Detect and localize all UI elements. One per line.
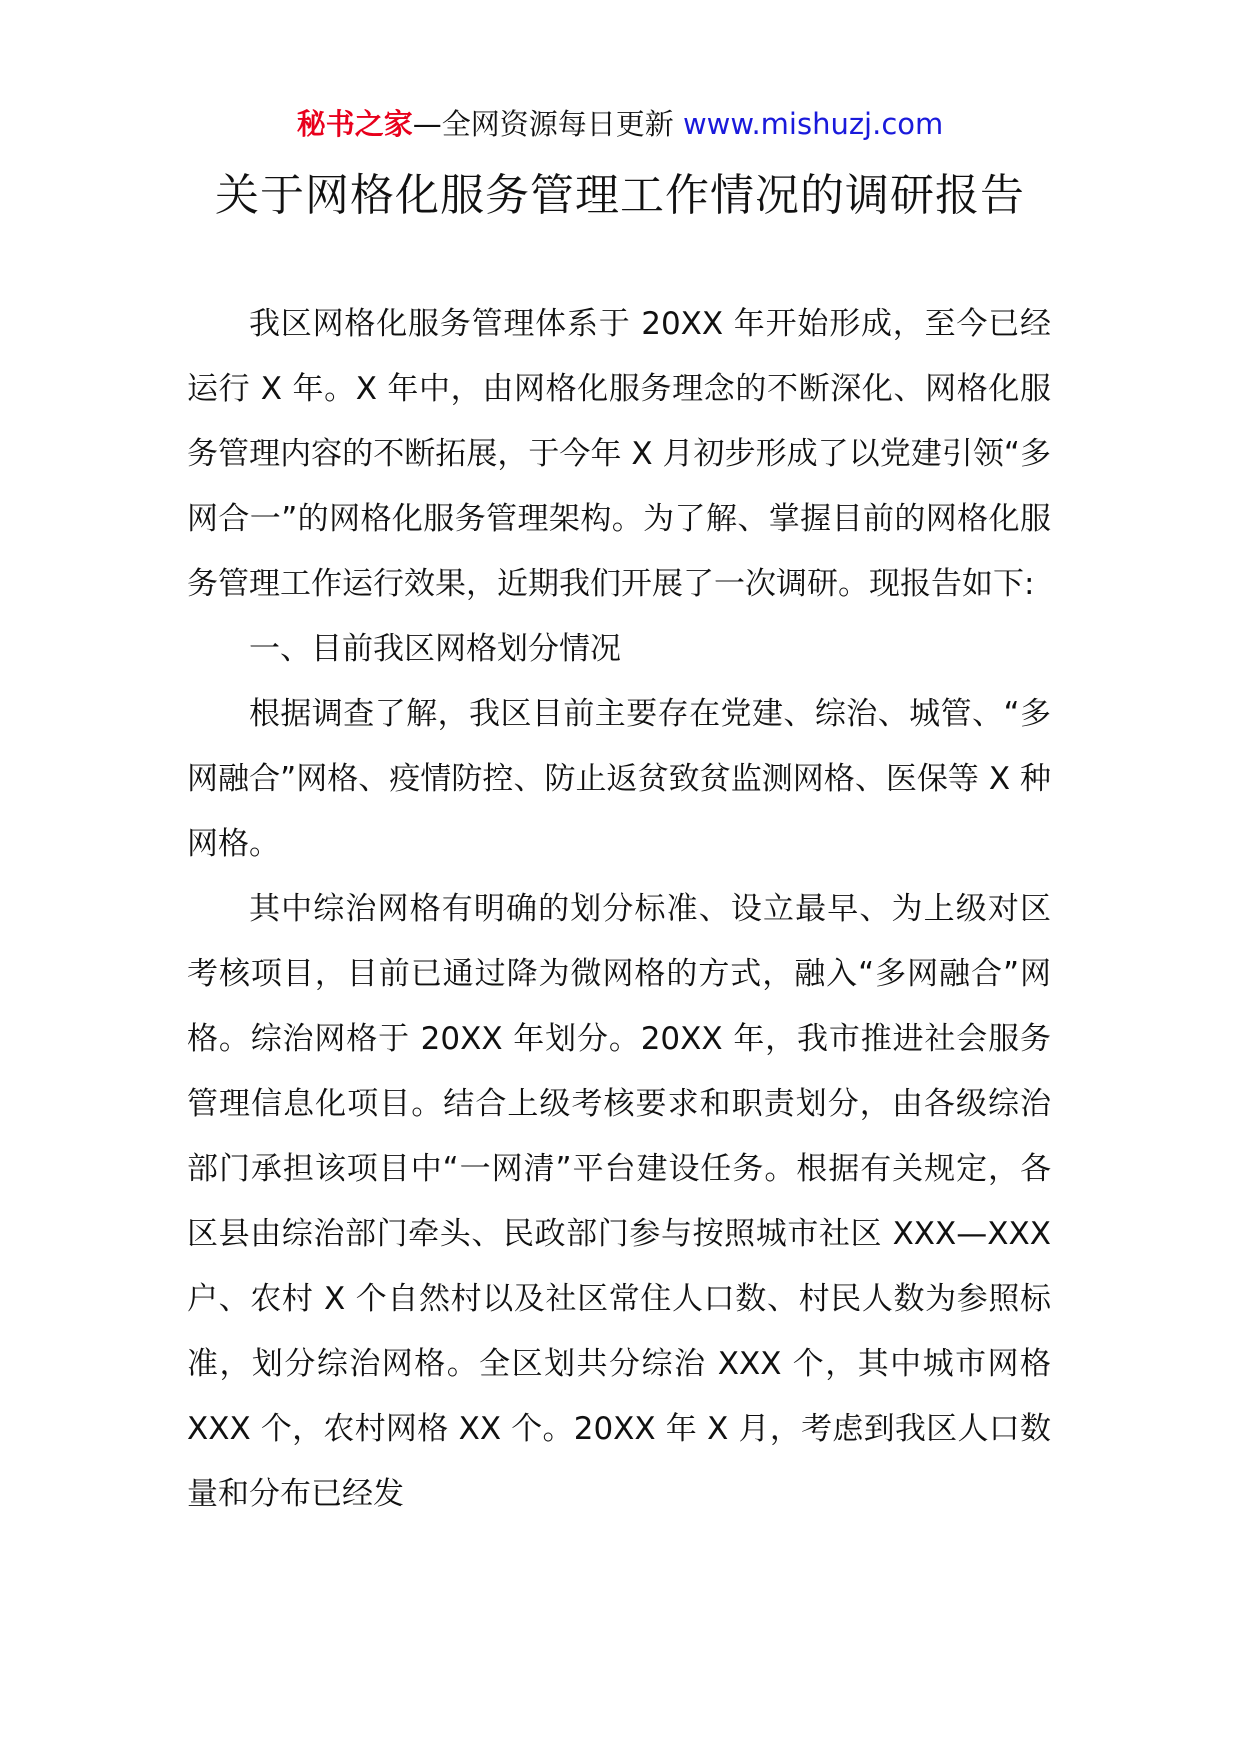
site-tagline: —全网资源每日更新 (412, 107, 674, 141)
site-header (0, 104, 1240, 144)
document-title: 关于网格化服务管理工作情况的调研报告 (215, 170, 1025, 221)
site-url[interactable]: www.mishuzj.com (682, 107, 944, 141)
section-heading-1: 一、目前我区网格划分情况 (249, 631, 621, 667)
paragraph-comprehensive-grid: 其中综治网格有明确的划分标准、设立最早、为上级对区考核项目，目前已通过降为微网格的方式，融入“多网融合”网格。综治网格于 20XX 年划分。20XX 年，我市推进社会服务管理信息化项目。结合上级考核要求和职责划分，由各级综治部门承担该项目中“一网清”平台建设任务。根据有关规定，各区县由综治部门牵头、民政部门参与按照城市社区 XXX—XXX 户、农村 X 个自然村以及社区常住人口数、村民人数为参照标准，划分综治网格。全区划共分综治 XXX 个，其中城市网格 XXX 个，农村网格 XX 个。20XX 年 X 月，考虑到我区人口数量和分布已经发 (187, 891, 1051, 1512)
site-brand: 秘书之家 (296, 107, 413, 141)
paragraph-intro: 我区网格化服务管理体系于 20XX 年开始形成，至今已经运行 X 年。X 年中，由网格化服务理念的不断深化、网格化服务管理内容的不断拓展，于今年 X 月初步形成了以党建引领“多网合一”的网格化服务管理架构。为了解、掌握目前的网格化服务管理工作运行效果，近期我们开展了一次调研。现报告如下: (187, 306, 1051, 602)
document-body (187, 292, 1051, 1527)
paragraph-grid-types: 根据调查了解，我区目前主要存在党建、综治、城管、“多网融合”网格、疫情防控、防止返贫致贫监测网格、医保等 X 种网格。 (187, 696, 1051, 862)
